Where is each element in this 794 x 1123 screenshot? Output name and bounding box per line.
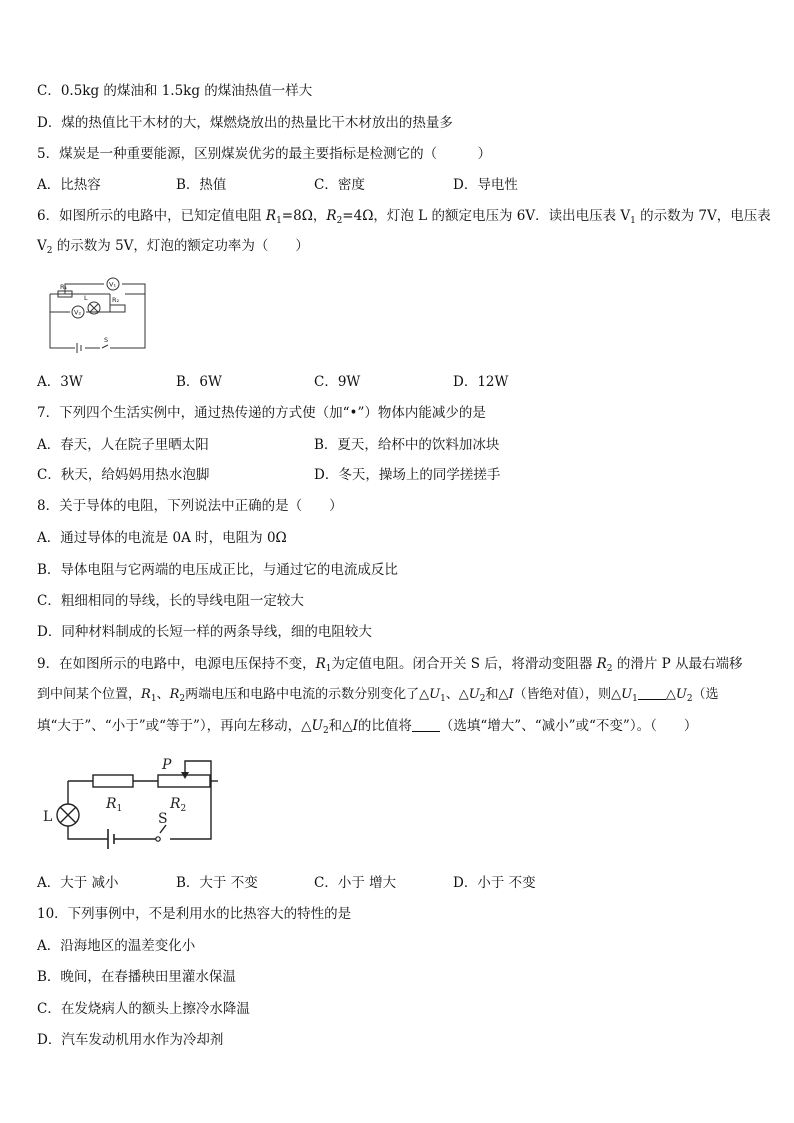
q9-option-c: C．小于 增大 xyxy=(314,875,397,891)
q8-option-b: B．导体电阻与它两端的电压成正比，与通过它的电流成反比 xyxy=(37,562,398,578)
q5-option-a: A．比热容 xyxy=(37,177,101,193)
q9-option-a: A．大于 减小 xyxy=(37,875,119,891)
switch-label: S xyxy=(158,811,168,827)
q9-option-b: B．大于 不变 xyxy=(176,875,258,891)
answer-blank-1[interactable] xyxy=(638,687,666,700)
q8-option-d: D．同种材料制成的长短一样的两条导线，细的电阻较大 xyxy=(37,624,372,640)
switch-contact-icon xyxy=(156,837,160,841)
q8-option-c: C．粗细相同的导线，长的导线电阻一定较大 xyxy=(37,593,304,609)
q8-option-a: A．通过导体的电流是 0A 时，电阻为 0Ω xyxy=(37,530,287,546)
q6-circuit-diagram xyxy=(40,268,160,360)
q7-option-c: C．秋天，给妈妈用热水泡脚 xyxy=(37,467,210,483)
q9-circuit-diagram xyxy=(38,755,218,855)
r1-label: R₁ xyxy=(60,283,68,291)
q6-option-b: B．6W xyxy=(176,374,222,390)
switch-label: S xyxy=(104,336,109,344)
r2-label: $R_2$ xyxy=(170,796,187,814)
r2-resistor xyxy=(110,305,125,312)
q9-stem-line3: 填“大于”、“小于”或“等于”），再向左移动，$\triangle U_2$和△I的比值将 （选填“增大”、“减小”或“不变”）。（ ） xyxy=(37,718,698,736)
q5-option-c: C．密度 xyxy=(314,177,365,193)
q10-option-b: B．晚间，在春播秧田里灌水保温 xyxy=(37,969,236,985)
q5-stem: 5．煤炭是一种重要能源，区别煤炭优劣的最主要指标是检测它的（ ） xyxy=(37,146,492,162)
q10-stem: 10．下列事例中，不是利用水的比热容大的特性的是 xyxy=(37,906,352,922)
q10-option-d: D．汽车发动机用水作为冷却剂 xyxy=(37,1032,224,1048)
q6-stem-line1: 6．如图所示的电路中，已知定值电阻 $R_1=8\Omega$，$R_2=4\Omega$，灯泡 L 的额定电压为 6V．读出电压表 $V_1$ 的示数为 7V，电压表 xyxy=(37,208,771,226)
q4-option-c: C．0.5kg 的煤油和 1.5kg 的煤油热值一样大 xyxy=(37,83,313,99)
q7-stem: 7．下列四个生活实例中，通过热传递的方式使（加“•”）物体内能减少的是 xyxy=(37,405,486,421)
q4-option-d: D．煤的热值比干木材的大，煤燃烧放出的热量比干木材放出的热量多 xyxy=(37,115,453,131)
q6-option-d: D．12W xyxy=(453,374,509,390)
q6-option-a: A．3W xyxy=(37,374,83,390)
v2-label: V₂ xyxy=(74,308,82,317)
r2-label: R₂ xyxy=(112,296,120,304)
v1-label: V₁ xyxy=(109,280,117,289)
q8-stem: 8．关于导体的电阻，下列说法中正确的是（ ） xyxy=(37,498,343,514)
q5-option-b: B．热值 xyxy=(176,177,227,193)
lamp-label: L xyxy=(84,294,88,302)
q6-option-c: C．9W xyxy=(314,374,361,390)
q7-option-b: B．夏天，给杯中的饮料加冰块 xyxy=(314,437,500,453)
slider-p-label: P xyxy=(162,757,172,773)
q7-option-d: D．冬天，操场上的同学搓搓手 xyxy=(314,467,501,483)
q10-option-c: C．在发烧病人的额头上擦冷水降温 xyxy=(37,1001,250,1017)
q10-option-a: A．沿海地区的温差变化小 xyxy=(37,938,196,954)
q6-stem-line2: $V_2$ 的示数为 5V，灯泡的额定功率为（ ） xyxy=(37,238,309,256)
lamp-label: L xyxy=(43,809,53,825)
answer-blank-2[interactable] xyxy=(412,719,440,732)
q5-option-d: D．导电性 xyxy=(453,177,518,193)
r1-label: $R_1$ xyxy=(106,796,123,814)
r1-resistor xyxy=(93,775,133,787)
q9-option-d: D．小于 不变 xyxy=(453,875,536,891)
q9-stem-line2: 到中间某个位置，$R_1$、$R_2$两端电压和电路中电流的示数分别变化了$\triangle U_1$、$\triangle U_2$和△I（皆绝对值），则$\triangle U_1$ $\triangle U_2$（选 xyxy=(37,687,719,704)
q7-option-a: A．春天，人在院子里晒太阳 xyxy=(37,437,209,453)
q9-stem-line1: 9．在如图所示的电路中，电源电压保持不变，$R_1$为定值电阻。闭合开关 S 后，将滑动变阻器 $R_2$ 的滑片 P 从最右端移 xyxy=(37,656,743,674)
